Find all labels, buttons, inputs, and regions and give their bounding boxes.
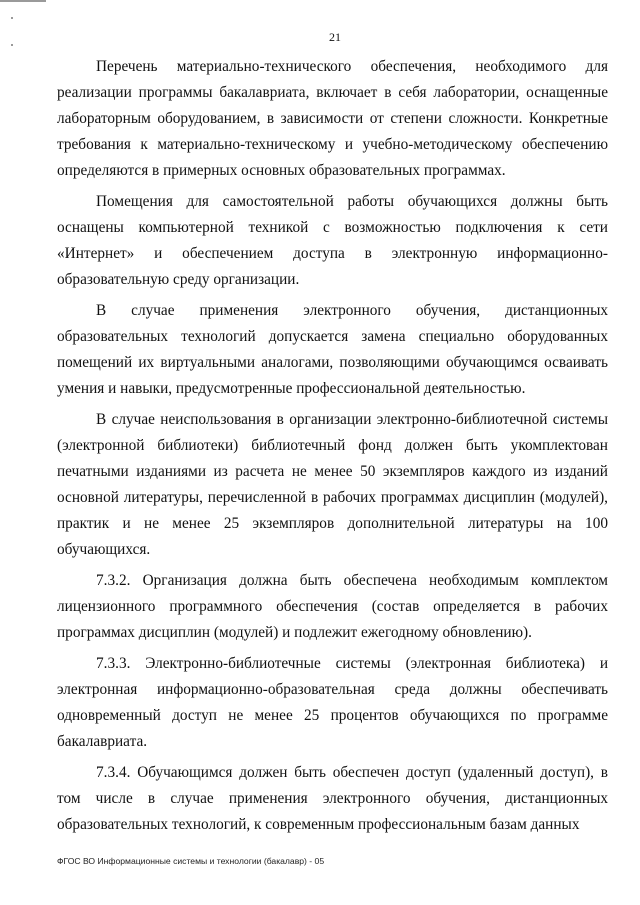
scan-artifact-dot: [11, 44, 13, 46]
page-number: 21: [329, 30, 341, 44]
paragraph-self-study-rooms: Помещения для самостоятельной работы обучающихся должны быть оснащены компьютерной техникой с возможностью подключения к сети «Интернет» и обеспечением доступа в электронную информационно-образовательную среду организации.: [57, 193, 608, 288]
body-text: [57, 54, 608, 843]
paragraph-7-3-3: 7.3.3. Электронно-библиотечные системы (электронная библиотека) и электронная информационно-образовательная среда должны обеспечивать одновременный доступ не менее 25 процентов обучающихся по программе бакалавриата.: [57, 655, 608, 750]
paragraph-7-3-2: 7.3.2. Организация должна быть обеспечена необходимым комплектом лицензионного программного обеспечения (состав определяется в рабочих программах дисциплин (модулей) и подлежит ежегодному обновлению).: [57, 572, 608, 641]
page-footer: ФГОС ВО Информационные системы и технологии (бакалавр) - 05: [57, 856, 325, 866]
scan-artifact-top: [0, 0, 46, 2]
paragraph-equipment-list: Перечень материально-технического обеспечения, необходимого для реализации программы бакалавриата, включает в себя лаборатории, оснащенные лабораторным оборудованием, в зависимости от степени сложности. Конкретные требования к материально-техническому и учебно-методическому обеспечению определяются в примерных основных образовательных программах.: [57, 58, 608, 179]
paragraph-virtual-analogs: В случае применения электронного обучения, дистанционных образовательных технологий допускается замена специально оборудованных помещений их виртуальными аналогами, позволяющими обучающимся осваивать умения и навыки, предусмотренные профессиональной деятельностью.: [57, 302, 608, 397]
paragraph-7-3-4: 7.3.4. Обучающимся должен быть обеспечен доступ (удаленный доступ), в том числе в случае применения электронного обучения, дистанционных образовательных технологий, к современным профессиональным базам данных: [57, 764, 608, 833]
paragraph-library-fund: В случае неиспользования в организации электронно-библиотечной системы (электронной библиотеки) библиотечный фонд должен быть укомплектован печатными изданиями из расчета не менее 50 экземпляров каждого из изданий основной литературы, перечисленной в рабочих программах дисциплин (модулей), практик и не менее 25 экземпляров дополнительной литературы на 100 обучающихся.: [57, 411, 608, 558]
scan-artifact-dot: [11, 17, 13, 19]
